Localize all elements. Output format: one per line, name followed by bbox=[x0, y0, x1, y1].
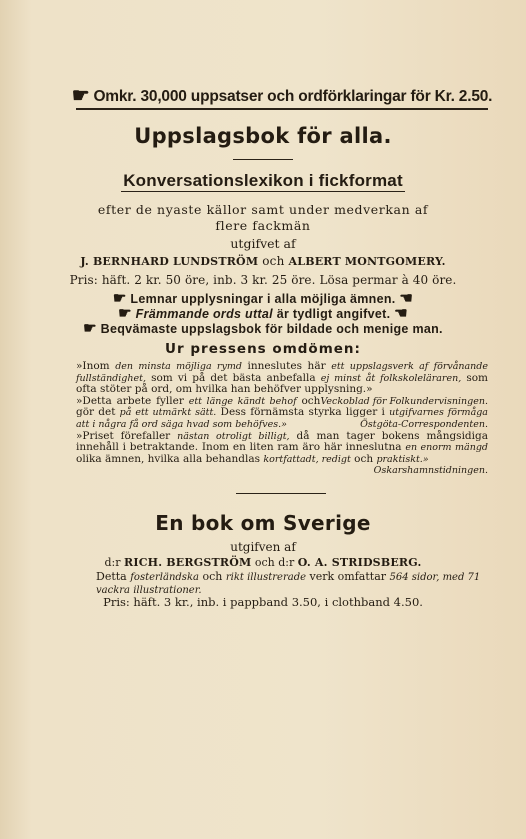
book2-price: Pris: häft. 3 kr., inb. i pappband 3.50, i clothband 4.50. bbox=[103, 595, 423, 609]
text-segment: rikt illustrerade bbox=[225, 572, 307, 583]
text-segment: praktiskt.» bbox=[376, 453, 429, 465]
text-segment: »Priset förefaller bbox=[76, 429, 178, 442]
text-segment: på ett utmärkt sätt. bbox=[119, 407, 217, 419]
text-segment: olika ämnen, hvilka alla behandlas bbox=[76, 452, 264, 465]
text-segment: »Detta arbete fyller bbox=[76, 394, 189, 407]
text-segment: Lemnar upplysningar i alla möjliga ämnen. bbox=[130, 292, 396, 306]
pointing-hand-left-icon: ☚ bbox=[399, 290, 414, 307]
text-segment: fosterländska bbox=[130, 572, 199, 583]
text-segment: verk omfattar bbox=[306, 570, 390, 583]
text-segment: nästan otroligt billigt, bbox=[177, 430, 290, 442]
feature-line bbox=[0, 321, 526, 336]
text-segment: ett uppslagsverk af förvånande fullständighet, bbox=[76, 361, 489, 384]
book2-description bbox=[96, 571, 486, 597]
book1-subtitle: Konversationslexikon i fickformat bbox=[123, 171, 403, 190]
book1-published-by: utgifvet af bbox=[230, 236, 296, 251]
pointing-hand-icon: ☛ bbox=[118, 305, 132, 322]
text-segment: Främmande ords uttal bbox=[135, 307, 273, 321]
banner bbox=[71, 85, 493, 110]
press-quotes bbox=[76, 361, 488, 477]
book1-description: efter de nyaste källor samt under medverkan af flere fackmän bbox=[97, 202, 429, 233]
pointing-hand-icon: ☛ bbox=[83, 320, 97, 337]
book1-authors: J. BERNHARD LUNDSTRÖM och ALBERT MONTGOMERY. bbox=[80, 254, 446, 268]
book1-title: Uppslagsbok för alla. bbox=[134, 124, 392, 148]
pointing-hand-left-icon: ☚ bbox=[394, 305, 408, 322]
text-segment: den minsta möjliga rymd bbox=[115, 361, 242, 372]
text-segment: och gör det bbox=[76, 394, 321, 419]
press-quote bbox=[76, 429, 488, 477]
divider bbox=[236, 493, 326, 494]
feature-line bbox=[0, 306, 526, 321]
text-segment: och bbox=[198, 570, 226, 583]
text-segment: kortfattadt, redigt bbox=[263, 453, 351, 465]
book2-authors: d:r RICH. BERGSTRÖM och d:r O. A. STRIDSBERG. bbox=[104, 556, 422, 569]
text-segment: inneslutes här bbox=[241, 360, 332, 372]
press-heading: Ur pressens omdömen: bbox=[165, 341, 361, 357]
pointing-hand-icon: ☛ bbox=[112, 290, 127, 307]
book2-published-by: utgifven af bbox=[230, 540, 296, 554]
text-segment: utgifvarnes förmåga att i några få ord säga hvad som behöfves.» bbox=[76, 407, 488, 430]
banner-text: Omkr. 30,000 uppsatser och ordförklaringar för Kr. 2.50. bbox=[93, 88, 493, 105]
text-segment: en enorm mängd bbox=[405, 442, 488, 454]
text-segment: då man tager bokens mångsidiga innehåll i betraktande. Inom en liten ram äro här inneslutna bbox=[76, 429, 488, 454]
text-segment: som ofta stöter på ord, om hvilka han behöfver upplysning.» bbox=[76, 371, 489, 396]
text-segment: som vi på det bästa anbefalla bbox=[145, 371, 321, 384]
quote-source: Oskarshamnstidningen. bbox=[373, 465, 488, 477]
text-segment: är tydligt angifvet. bbox=[272, 307, 391, 321]
quote-source: Veckoblad för Folkundervisningen. bbox=[320, 395, 488, 407]
text-segment: »Inom bbox=[76, 360, 116, 372]
feature-line bbox=[0, 291, 526, 306]
divider bbox=[233, 159, 293, 160]
text-segment: Dess förnämsta styrka ligger i bbox=[216, 406, 390, 419]
text-segment: ett länge kändt behof bbox=[188, 395, 297, 407]
text-segment: 564 sidor, med 71 vackra illustrationer. bbox=[96, 572, 481, 596]
text-segment: Detta bbox=[96, 570, 131, 583]
text-segment: Beqvämaste uppslagsbok för bildade och menige man. bbox=[100, 322, 443, 336]
text-segment: ej minst åt folkskoleläraren, bbox=[320, 372, 462, 384]
text-segment: och bbox=[350, 452, 377, 465]
pointing-hand-icon: ☛ bbox=[71, 85, 90, 107]
book1-price: Pris: häft. 2 kr. 50 öre, inb. 3 kr. 25 öre. Lösa permar à 40 öre. bbox=[69, 273, 457, 287]
book2-title: En bok om Sverige bbox=[155, 511, 371, 535]
quote-source: Östgöta-Correspondenten. bbox=[360, 418, 488, 430]
